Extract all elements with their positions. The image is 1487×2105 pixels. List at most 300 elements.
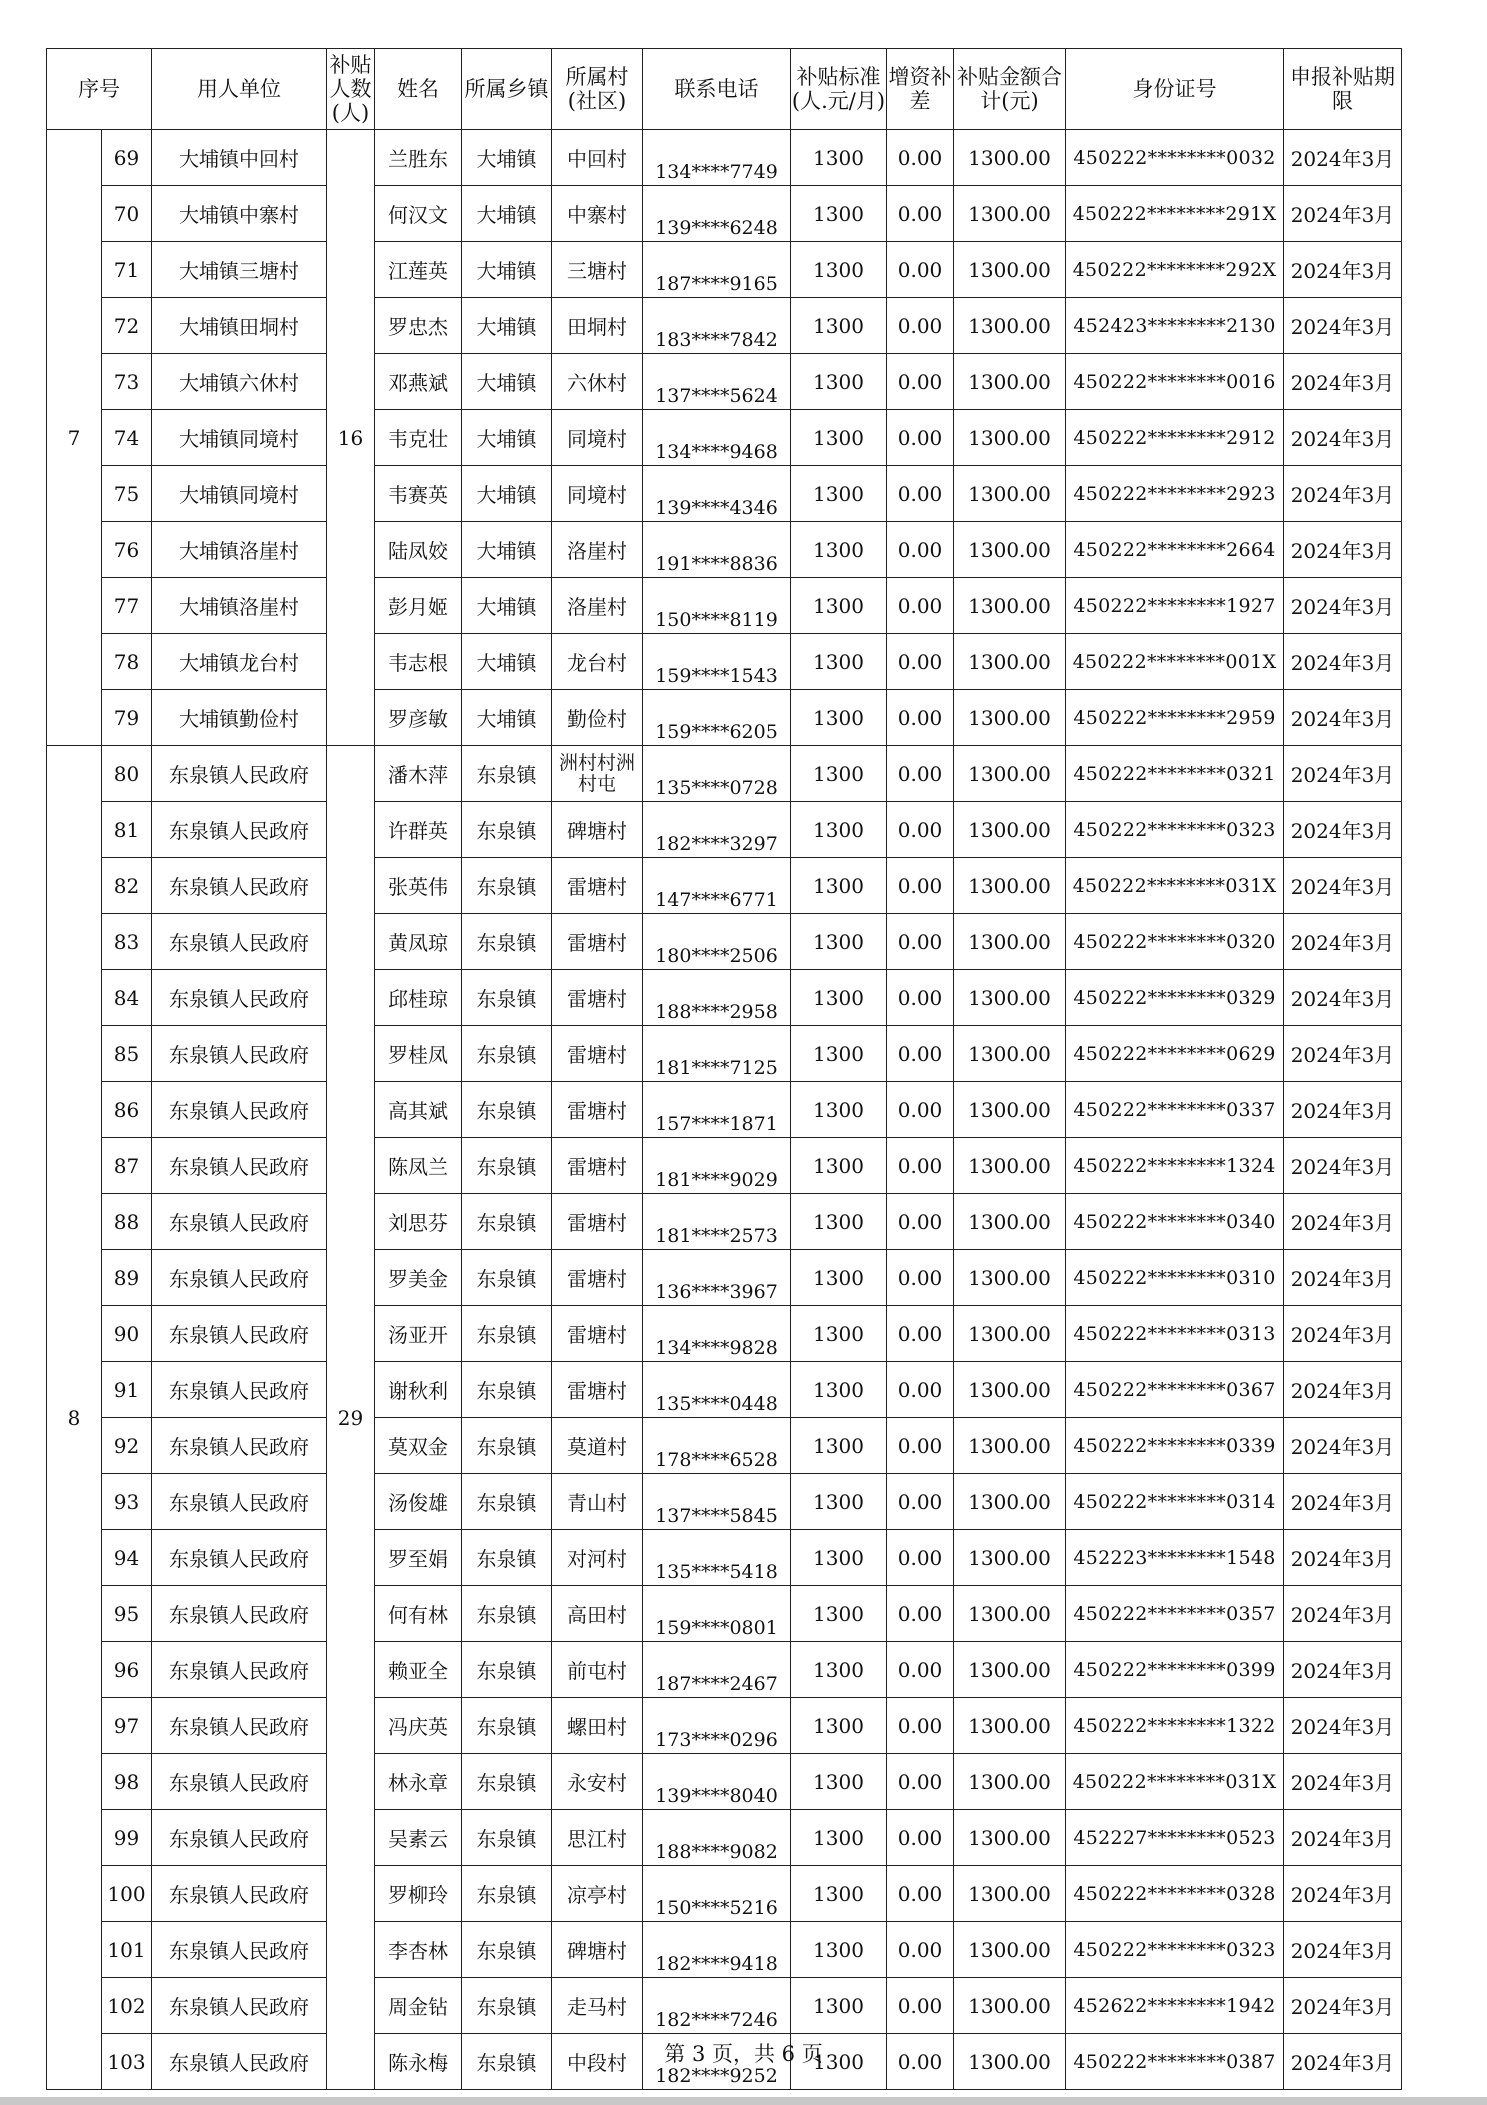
idcard-cell: 450222********291X [1066, 186, 1284, 242]
period-cell: 2024年3月 [1284, 298, 1402, 354]
village-cell: 碑塘村 [552, 802, 643, 858]
period-cell: 2024年3月 [1284, 242, 1402, 298]
town-cell: 大埔镇 [462, 410, 552, 466]
standard-cell: 1300 [791, 746, 887, 802]
table-row [47, 1922, 1402, 1978]
subsidy-table [46, 48, 1402, 2090]
village-cell: 同境村 [552, 410, 643, 466]
table-row [47, 1810, 1402, 1866]
name-cell: 韦克壮 [375, 410, 462, 466]
row-no-cell: 69 [102, 130, 152, 186]
header-idcard: 身份证号 [1066, 49, 1284, 130]
idcard-cell: 450222********2664 [1066, 522, 1284, 578]
town-cell: 东泉镇 [462, 1754, 552, 1810]
table-row [47, 410, 1402, 466]
standard-cell: 1300 [791, 970, 887, 1026]
table-row [47, 354, 1402, 410]
row-no-cell: 70 [102, 186, 152, 242]
idcard-cell: 450222********0339 [1066, 1418, 1284, 1474]
town-cell: 东泉镇 [462, 914, 552, 970]
row-no-cell: 76 [102, 522, 152, 578]
village-cell: 对河村 [552, 1530, 643, 1586]
town-cell: 大埔镇 [462, 242, 552, 298]
diff-cell: 0.00 [887, 858, 954, 914]
unit-cell: 东泉镇人民政府 [152, 1754, 327, 1810]
phone-cell: 134****7749 [643, 130, 791, 186]
total-cell: 1300.00 [954, 298, 1066, 354]
row-no-cell: 102 [102, 1978, 152, 2034]
row-no-cell: 80 [102, 746, 152, 802]
name-cell: 陆凤姣 [375, 522, 462, 578]
total-cell: 1300.00 [954, 970, 1066, 1026]
total-cell: 1300.00 [954, 1026, 1066, 1082]
phone-cell: 137****5845 [643, 1474, 791, 1530]
total-cell: 1300.00 [954, 1978, 1066, 2034]
total-cell: 1300.00 [954, 1138, 1066, 1194]
village-cell: 中寨村 [552, 186, 643, 242]
phone-cell: 137****5624 [643, 354, 791, 410]
phone-cell: 159****6205 [643, 690, 791, 746]
total-cell: 1300.00 [954, 1922, 1066, 1978]
name-cell: 罗美金 [375, 1250, 462, 1306]
village-cell: 雷塘村 [552, 858, 643, 914]
town-cell: 大埔镇 [462, 354, 552, 410]
diff-cell: 0.00 [887, 2034, 954, 2090]
diff-cell: 0.00 [887, 1306, 954, 1362]
village-cell: 雷塘村 [552, 970, 643, 1026]
diff-cell: 0.00 [887, 410, 954, 466]
row-no-cell: 94 [102, 1530, 152, 1586]
name-cell: 高其斌 [375, 1082, 462, 1138]
total-cell: 1300.00 [954, 1810, 1066, 1866]
table-row [47, 130, 1402, 186]
row-no-cell: 90 [102, 1306, 152, 1362]
row-no-cell: 92 [102, 1418, 152, 1474]
standard-cell: 1300 [791, 858, 887, 914]
unit-cell: 东泉镇人民政府 [152, 1530, 327, 1586]
unit-cell: 东泉镇人民政府 [152, 914, 327, 970]
phone-cell: 150****8119 [643, 578, 791, 634]
phone-cell: 134****9468 [643, 410, 791, 466]
row-no-cell: 88 [102, 1194, 152, 1250]
total-cell: 1300.00 [954, 1642, 1066, 1698]
diff-cell: 0.00 [887, 1474, 954, 1530]
diff-cell: 0.00 [887, 1250, 954, 1306]
standard-cell: 1300 [791, 1082, 887, 1138]
total-cell: 1300.00 [954, 1082, 1066, 1138]
idcard-cell: 450222********001X [1066, 634, 1284, 690]
header-phone: 联系电话 [643, 49, 791, 130]
standard-cell: 1300 [791, 578, 887, 634]
standard-cell: 1300 [791, 522, 887, 578]
idcard-cell: 450222********0310 [1066, 1250, 1284, 1306]
total-cell: 1300.00 [954, 1418, 1066, 1474]
standard-cell: 1300 [791, 802, 887, 858]
phone-cell: 187****9165 [643, 242, 791, 298]
town-cell: 东泉镇 [462, 1138, 552, 1194]
table-row [47, 746, 1402, 802]
row-no-cell: 85 [102, 1026, 152, 1082]
diff-cell: 0.00 [887, 1194, 954, 1250]
total-cell: 1300.00 [954, 2034, 1066, 2090]
unit-cell: 东泉镇人民政府 [152, 746, 327, 802]
standard-cell: 1300 [791, 1362, 887, 1418]
name-cell: 罗彦敏 [375, 690, 462, 746]
unit-cell: 大埔镇洛崖村 [152, 522, 327, 578]
name-cell: 谢秋利 [375, 1362, 462, 1418]
standard-cell: 1300 [791, 2034, 887, 2090]
unit-cell: 东泉镇人民政府 [152, 1642, 327, 1698]
name-cell: 江莲英 [375, 242, 462, 298]
total-cell: 1300.00 [954, 186, 1066, 242]
period-cell: 2024年3月 [1284, 1922, 1402, 1978]
row-no-cell: 84 [102, 970, 152, 1026]
village-cell: 思江村 [552, 1810, 643, 1866]
name-cell: 陈凤兰 [375, 1138, 462, 1194]
name-cell: 陈永梅 [375, 2034, 462, 2090]
village-cell: 雷塘村 [552, 1362, 643, 1418]
idcard-cell: 450222********1927 [1066, 578, 1284, 634]
phone-cell: 159****1543 [643, 634, 791, 690]
town-cell: 东泉镇 [462, 1978, 552, 2034]
table-row [47, 522, 1402, 578]
name-cell: 罗桂凤 [375, 1026, 462, 1082]
town-cell: 东泉镇 [462, 802, 552, 858]
diff-cell: 0.00 [887, 1586, 954, 1642]
unit-cell: 大埔镇六休村 [152, 354, 327, 410]
idcard-cell: 450222********0337 [1066, 1082, 1284, 1138]
header-diff: 增资补差 [887, 49, 954, 130]
diff-cell: 0.00 [887, 1362, 954, 1418]
phone-cell: 157****1871 [643, 1082, 791, 1138]
table-row [47, 1418, 1402, 1474]
idcard-cell: 450222********2959 [1066, 690, 1284, 746]
table-row [47, 1754, 1402, 1810]
town-cell: 大埔镇 [462, 578, 552, 634]
name-cell: 林永章 [375, 1754, 462, 1810]
diff-cell: 0.00 [887, 130, 954, 186]
period-cell: 2024年3月 [1284, 1138, 1402, 1194]
period-cell: 2024年3月 [1284, 1306, 1402, 1362]
phone-cell: 191****8836 [643, 522, 791, 578]
town-cell: 东泉镇 [462, 1698, 552, 1754]
standard-cell: 1300 [791, 354, 887, 410]
name-cell: 何有林 [375, 1586, 462, 1642]
unit-cell: 东泉镇人民政府 [152, 1698, 327, 1754]
unit-cell: 大埔镇中回村 [152, 130, 327, 186]
table-row [47, 1026, 1402, 1082]
row-no-cell: 72 [102, 298, 152, 354]
unit-cell: 东泉镇人民政府 [152, 1194, 327, 1250]
period-cell: 2024年3月 [1284, 1866, 1402, 1922]
page-footer: 第 3 页，共 6 页 [664, 2042, 823, 2066]
village-cell: 洲村村洲村屯 [552, 746, 643, 802]
diff-cell: 0.00 [887, 1418, 954, 1474]
phone-cell: 139****6248 [643, 186, 791, 242]
period-cell: 2024年3月 [1284, 1418, 1402, 1474]
village-cell: 洛崖村 [552, 522, 643, 578]
phone-cell: 182****9252 [643, 2034, 791, 2090]
standard-cell: 1300 [791, 1866, 887, 1922]
unit-cell: 大埔镇同境村 [152, 466, 327, 522]
header-standard: 补贴标准(人.元/月) [791, 49, 887, 130]
town-cell: 大埔镇 [462, 690, 552, 746]
period-cell: 2024年3月 [1284, 1754, 1402, 1810]
diff-cell: 0.00 [887, 1026, 954, 1082]
town-cell: 东泉镇 [462, 1642, 552, 1698]
group-seq-cell: 7 [47, 130, 102, 746]
row-no-cell: 98 [102, 1754, 152, 1810]
standard-cell: 1300 [791, 1418, 887, 1474]
unit-cell: 东泉镇人民政府 [152, 2034, 327, 2090]
total-cell: 1300.00 [954, 1306, 1066, 1362]
phone-cell: 183****7842 [643, 298, 791, 354]
town-cell: 东泉镇 [462, 1586, 552, 1642]
table-row [47, 1194, 1402, 1250]
total-cell: 1300.00 [954, 1250, 1066, 1306]
diff-cell: 0.00 [887, 1138, 954, 1194]
table-row [47, 1698, 1402, 1754]
period-cell: 2024年3月 [1284, 1026, 1402, 1082]
table-row [47, 1978, 1402, 2034]
row-no-cell: 103 [102, 2034, 152, 2090]
standard-cell: 1300 [791, 1754, 887, 1810]
idcard-cell: 450222********031X [1066, 858, 1284, 914]
row-no-cell: 77 [102, 578, 152, 634]
diff-cell: 0.00 [887, 1922, 954, 1978]
village-cell: 雷塘村 [552, 1194, 643, 1250]
diff-cell: 0.00 [887, 1698, 954, 1754]
town-cell: 大埔镇 [462, 522, 552, 578]
row-no-cell: 96 [102, 1642, 152, 1698]
town-cell: 东泉镇 [462, 1026, 552, 1082]
total-cell: 1300.00 [954, 242, 1066, 298]
diff-cell: 0.00 [887, 242, 954, 298]
total-cell: 1300.00 [954, 1698, 1066, 1754]
unit-cell: 大埔镇田垌村 [152, 298, 327, 354]
standard-cell: 1300 [791, 1026, 887, 1082]
row-no-cell: 89 [102, 1250, 152, 1306]
period-cell: 2024年3月 [1284, 1586, 1402, 1642]
table-row [47, 1586, 1402, 1642]
phone-cell: 182****9418 [643, 1922, 791, 1978]
period-cell: 2024年3月 [1284, 1698, 1402, 1754]
village-cell: 雷塘村 [552, 1138, 643, 1194]
group-seq-cell: 8 [47, 746, 102, 2090]
row-no-cell: 75 [102, 466, 152, 522]
table-row [47, 1642, 1402, 1698]
village-cell: 三塘村 [552, 242, 643, 298]
table-row [47, 466, 1402, 522]
town-cell: 大埔镇 [462, 186, 552, 242]
phone-cell: 181****9029 [643, 1138, 791, 1194]
idcard-cell: 450222********0320 [1066, 914, 1284, 970]
row-no-cell: 93 [102, 1474, 152, 1530]
standard-cell: 1300 [791, 242, 887, 298]
idcard-cell: 450222********2912 [1066, 410, 1284, 466]
unit-cell: 东泉镇人民政府 [152, 1082, 327, 1138]
row-no-cell: 95 [102, 1586, 152, 1642]
idcard-cell: 450222********0367 [1066, 1362, 1284, 1418]
total-cell: 1300.00 [954, 690, 1066, 746]
row-no-cell: 86 [102, 1082, 152, 1138]
village-cell: 中回村 [552, 130, 643, 186]
idcard-cell: 450222********0629 [1066, 1026, 1284, 1082]
diff-cell: 0.00 [887, 1530, 954, 1586]
header-town: 所属乡镇 [462, 49, 552, 130]
row-no-cell: 83 [102, 914, 152, 970]
name-cell: 黄凤琼 [375, 914, 462, 970]
diff-cell: 0.00 [887, 1642, 954, 1698]
period-cell: 2024年3月 [1284, 578, 1402, 634]
phone-cell: 181****7125 [643, 1026, 791, 1082]
header-count: 补贴人数(人) [327, 49, 375, 130]
phone-cell: 135****0448 [643, 1362, 791, 1418]
standard-cell: 1300 [791, 410, 887, 466]
table-row [47, 970, 1402, 1026]
row-no-cell: 100 [102, 1866, 152, 1922]
unit-cell: 东泉镇人民政府 [152, 1026, 327, 1082]
table-row [47, 1362, 1402, 1418]
village-cell: 雷塘村 [552, 1082, 643, 1138]
header-unit: 用人单位 [152, 49, 327, 130]
idcard-cell: 450222********0387 [1066, 2034, 1284, 2090]
standard-cell: 1300 [791, 1642, 887, 1698]
idcard-cell: 450222********0357 [1066, 1586, 1284, 1642]
unit-cell: 东泉镇人民政府 [152, 858, 327, 914]
name-cell: 韦赛英 [375, 466, 462, 522]
period-cell: 2024年3月 [1284, 802, 1402, 858]
name-cell: 罗忠杰 [375, 298, 462, 354]
village-cell: 青山村 [552, 1474, 643, 1530]
phone-cell: 188****2958 [643, 970, 791, 1026]
name-cell: 韦志根 [375, 634, 462, 690]
idcard-cell: 450222********0323 [1066, 1922, 1284, 1978]
village-cell: 前屯村 [552, 1642, 643, 1698]
phone-cell: 136****3967 [643, 1250, 791, 1306]
village-cell: 洛崖村 [552, 578, 643, 634]
name-cell: 莫双金 [375, 1418, 462, 1474]
table-row [47, 634, 1402, 690]
table-row [47, 1250, 1402, 1306]
period-cell: 2024年3月 [1284, 1978, 1402, 2034]
town-cell: 东泉镇 [462, 1530, 552, 1586]
phone-cell: 182****7246 [643, 1978, 791, 2034]
row-no-cell: 71 [102, 242, 152, 298]
village-cell: 螺田村 [552, 1698, 643, 1754]
town-cell: 东泉镇 [462, 1082, 552, 1138]
unit-cell: 大埔镇中寨村 [152, 186, 327, 242]
header-period: 申报补贴期限 [1284, 49, 1402, 130]
period-cell: 2024年3月 [1284, 746, 1402, 802]
idcard-cell: 450222********0032 [1066, 130, 1284, 186]
period-cell: 2024年3月 [1284, 186, 1402, 242]
total-cell: 1300.00 [954, 1586, 1066, 1642]
period-cell: 2024年3月 [1284, 690, 1402, 746]
town-cell: 大埔镇 [462, 298, 552, 354]
name-cell: 彭月姬 [375, 578, 462, 634]
total-cell: 1300.00 [954, 1530, 1066, 1586]
diff-cell: 0.00 [887, 298, 954, 354]
town-cell: 东泉镇 [462, 1306, 552, 1362]
diff-cell: 0.00 [887, 970, 954, 1026]
diff-cell: 0.00 [887, 186, 954, 242]
diff-cell: 0.00 [887, 578, 954, 634]
total-cell: 1300.00 [954, 354, 1066, 410]
period-cell: 2024年3月 [1284, 410, 1402, 466]
row-no-cell: 74 [102, 410, 152, 466]
standard-cell: 1300 [791, 298, 887, 354]
total-cell: 1300.00 [954, 746, 1066, 802]
standard-cell: 1300 [791, 130, 887, 186]
town-cell: 东泉镇 [462, 1922, 552, 1978]
group-count-cell: 16 [327, 130, 375, 746]
name-cell: 汤亚开 [375, 1306, 462, 1362]
town-cell: 东泉镇 [462, 1250, 552, 1306]
phone-cell: 134****9828 [643, 1306, 791, 1362]
name-cell: 吴素云 [375, 1810, 462, 1866]
standard-cell: 1300 [791, 1586, 887, 1642]
village-cell: 凉亭村 [552, 1866, 643, 1922]
row-no-cell: 87 [102, 1138, 152, 1194]
period-cell: 2024年3月 [1284, 1530, 1402, 1586]
unit-cell: 东泉镇人民政府 [152, 1474, 327, 1530]
village-cell: 永安村 [552, 1754, 643, 1810]
idcard-cell: 450222********292X [1066, 242, 1284, 298]
unit-cell: 东泉镇人民政府 [152, 1586, 327, 1642]
village-cell: 中段村 [552, 2034, 643, 2090]
standard-cell: 1300 [791, 1250, 887, 1306]
diff-cell: 0.00 [887, 802, 954, 858]
total-cell: 1300.00 [954, 410, 1066, 466]
period-cell: 2024年3月 [1284, 1810, 1402, 1866]
name-cell: 汤俊雄 [375, 1474, 462, 1530]
row-no-cell: 81 [102, 802, 152, 858]
idcard-cell: 452423********2130 [1066, 298, 1284, 354]
idcard-cell: 450222********1324 [1066, 1138, 1284, 1194]
standard-cell: 1300 [791, 186, 887, 242]
unit-cell: 大埔镇同境村 [152, 410, 327, 466]
idcard-cell: 450222********2923 [1066, 466, 1284, 522]
town-cell: 大埔镇 [462, 634, 552, 690]
town-cell: 东泉镇 [462, 1866, 552, 1922]
idcard-cell: 450222********0399 [1066, 1642, 1284, 1698]
unit-cell: 大埔镇勤俭村 [152, 690, 327, 746]
idcard-cell: 450222********0323 [1066, 802, 1284, 858]
town-cell: 东泉镇 [462, 1418, 552, 1474]
standard-cell: 1300 [791, 914, 887, 970]
total-cell: 1300.00 [954, 1474, 1066, 1530]
standard-cell: 1300 [791, 1530, 887, 1586]
standard-cell: 1300 [791, 1194, 887, 1250]
phone-cell: 173****0296 [643, 1698, 791, 1754]
table-row [47, 1138, 1402, 1194]
total-cell: 1300.00 [954, 466, 1066, 522]
total-cell: 1300.00 [954, 1194, 1066, 1250]
idcard-cell: 450222********1322 [1066, 1698, 1284, 1754]
period-cell: 2024年3月 [1284, 914, 1402, 970]
idcard-cell: 452227********0523 [1066, 1810, 1284, 1866]
diff-cell: 0.00 [887, 522, 954, 578]
village-cell: 龙台村 [552, 634, 643, 690]
row-no-cell: 101 [102, 1922, 152, 1978]
unit-cell: 东泉镇人民政府 [152, 1138, 327, 1194]
idcard-cell: 450222********0313 [1066, 1306, 1284, 1362]
header-village: 所属村(社区) [552, 49, 643, 130]
idcard-cell: 450222********0328 [1066, 1866, 1284, 1922]
town-cell: 东泉镇 [462, 970, 552, 1026]
row-no-cell: 97 [102, 1698, 152, 1754]
